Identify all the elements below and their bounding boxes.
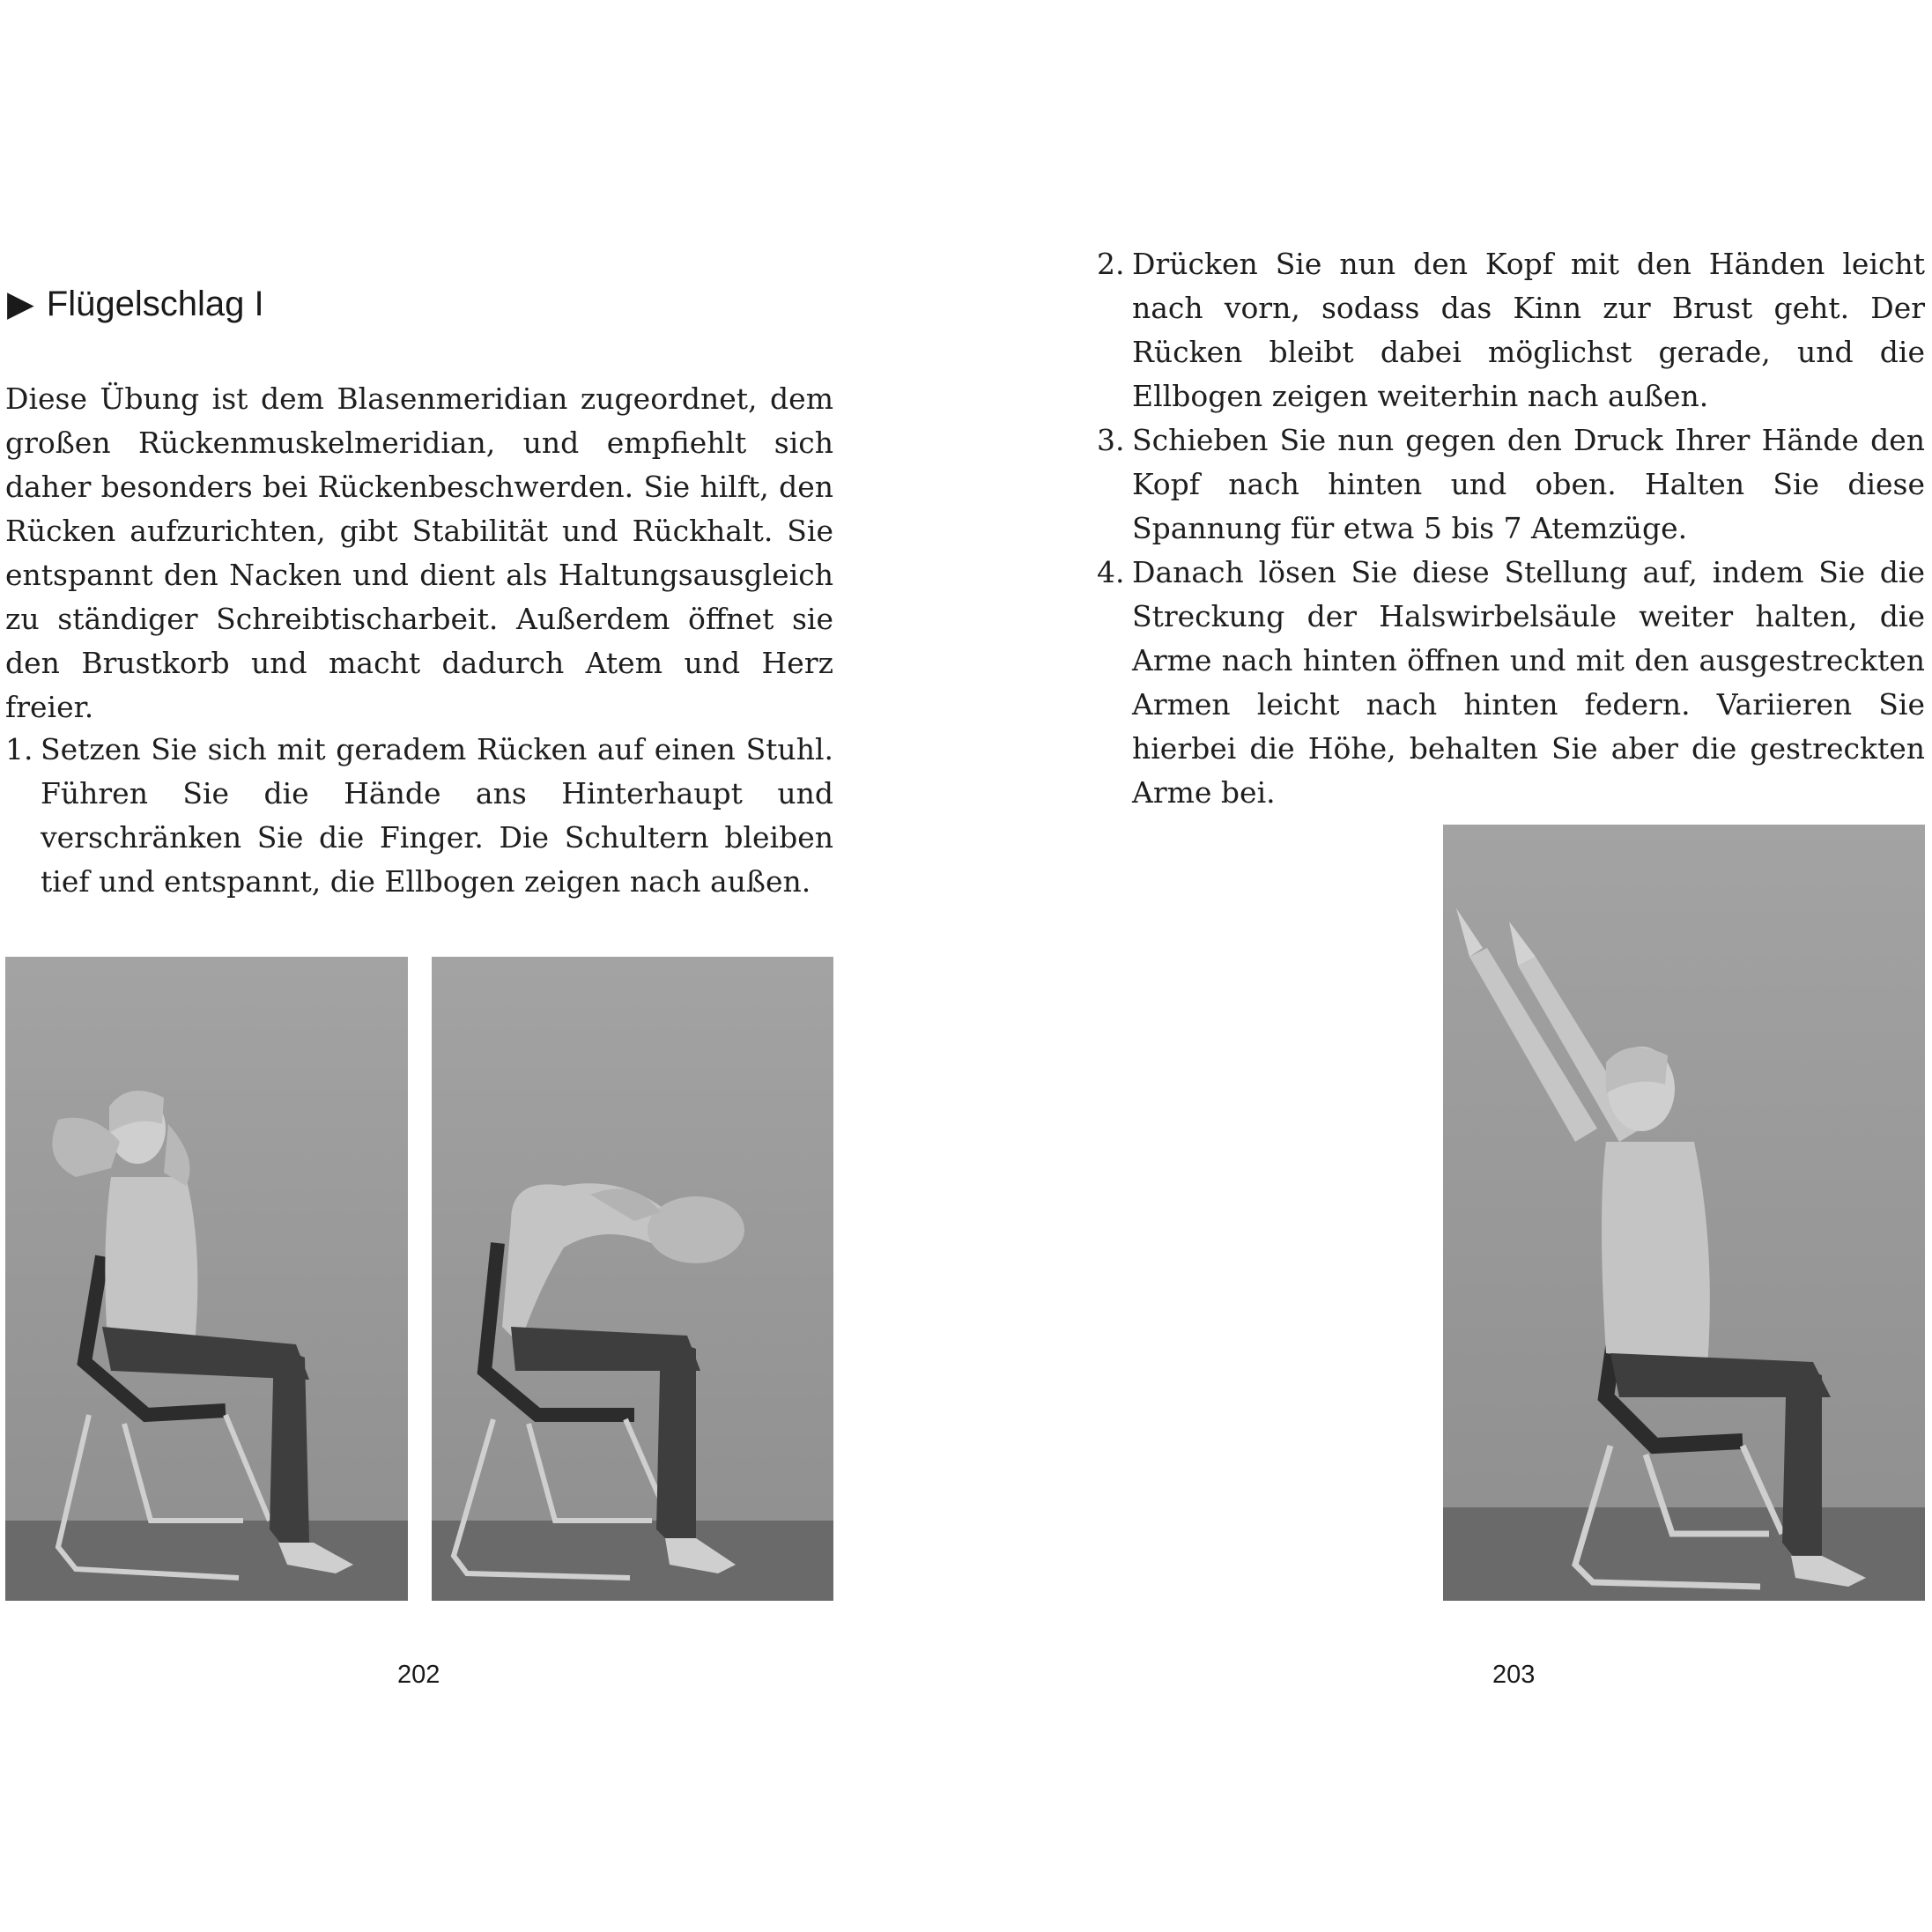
right-page <box>966 0 1932 1932</box>
photo-seated-arms-raised <box>1443 825 1925 1601</box>
play-triangle-icon: ▶ <box>7 285 34 323</box>
page-number-right: 203 <box>1492 1661 1536 1689</box>
step-number: 2. <box>1097 247 1125 281</box>
step-text: Setzen Sie sich mit geradem Rücken auf einen Stuhl. Führen Sie die Hände ans Hinterhaupt und verschränken Sie die Finger. Die Schultern bleiben tief und entspannt, die Ellbogen zeigen nach außen. <box>41 732 833 899</box>
step-text: Danach lösen Sie diese Stellung auf, indem Sie die Streckung der Halswirbelsäule weiter halten, die Arme nach hinten öffnen und mit den ausgestreckten Armen leicht nach hinten federn. Variieren Sie hierbei die Höhe, behalten Sie aber die gestreckten Arme bei. <box>1132 555 1925 810</box>
step-item <box>1097 551 1925 815</box>
exercise-heading <box>7 284 264 324</box>
step-item <box>1097 418 1925 551</box>
step-text: Schieben Sie nun gegen den Druck Ihrer Hände den Kopf nach hinten und oben. Halten Sie diese Spannung für etwa 5 bis 7 Atemzüge. <box>1132 423 1925 545</box>
page-number-left: 202 <box>397 1661 440 1689</box>
step-list-right <box>1097 242 1925 815</box>
photo-seated-bent-forward <box>432 957 833 1601</box>
exercise-title: Flügelschlag I <box>46 285 264 323</box>
intro-paragraph: Diese Übung ist dem Blasenmeridian zugeordnet, dem großen Rückenmuskelmeridian, und empfiehlt sich daher besonders bei Rückenbeschwerden. Sie hilft, den Rücken aufzurichten, gibt Stabilität und Rückhalt. Sie entspannt den Nacken und dient als Haltungsausgleich zu ständiger Schreibtischarbeit. Außerdem öffnet sie den Brustkorb und macht dadurch Atem und Herz freier. <box>5 381 833 724</box>
step-item <box>1097 242 1925 418</box>
step-item <box>5 728 833 904</box>
step-number: 1. <box>5 732 33 766</box>
step-number: 4. <box>1097 555 1125 589</box>
step-number: 3. <box>1097 423 1125 457</box>
step-text: Drücken Sie nun den Kopf mit den Händen leicht nach vorn, sodass das Kinn zur Brust geht. Der Rücken bleibt dabei möglichst gerade, und die Ellbogen zeigen weiterhin nach außen. <box>1132 247 1925 413</box>
photo-seated-hands-behind-head <box>5 957 408 1601</box>
step-list-left <box>5 728 833 904</box>
